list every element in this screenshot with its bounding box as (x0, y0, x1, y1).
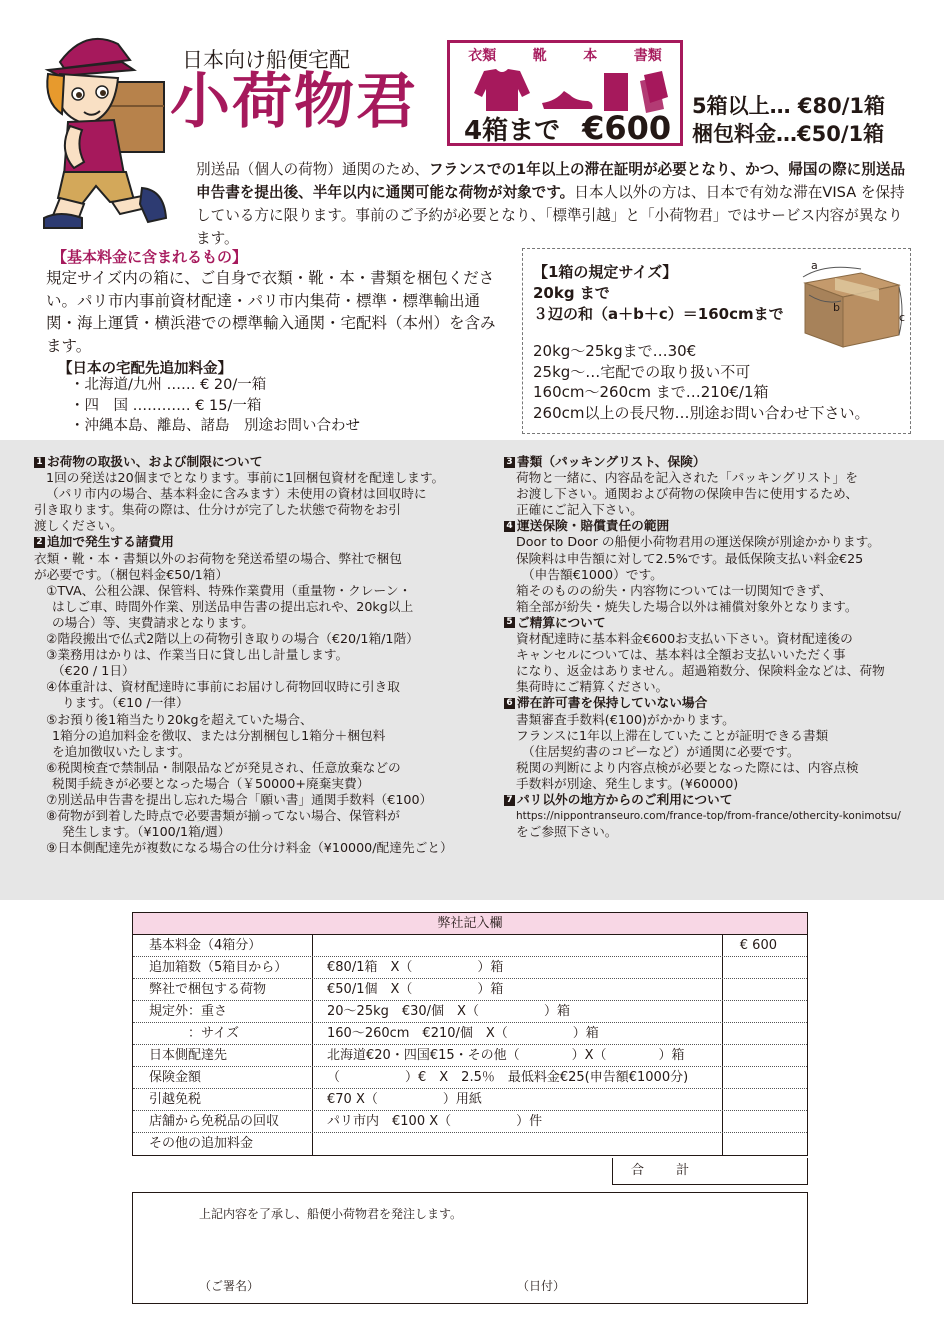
term-line: 衣類・靴・本・書類以外のお荷物を発送希望の場合、弊社で梱包 (34, 550, 402, 566)
category-clothes: 衣類 (468, 48, 497, 64)
term-line: 税関の判断により内容点検が必要となった際には、内容点検 (516, 759, 859, 775)
office-use-form (132, 912, 808, 1156)
box-label-b: b (833, 301, 840, 314)
term-number-badge: 3 (504, 457, 515, 468)
term-line: 箱全部が紛失・焼失した場合以外は補償対象外となります。 (516, 598, 858, 614)
size-rules-heading (533, 262, 784, 325)
box-label-c: c (899, 311, 906, 324)
category-books: 本 (583, 48, 598, 64)
table-row (133, 935, 807, 957)
size-rules-box (522, 248, 911, 434)
table-row (133, 957, 807, 979)
row-amount-field[interactable] (723, 1045, 807, 1066)
row-entry-field[interactable]: €80/1箱 X（ ）箱 (313, 957, 723, 978)
terms-left-column (34, 454, 486, 856)
term-heading-text: 滞在許可書を保持していない場合 (517, 695, 708, 711)
term-line: 箱そのものの紛失・内容物については一切関知できず、 (516, 582, 832, 598)
row-entry-field[interactable]: （ ）€ X 2.5％ 最低料金€25(申告額€1000分) (313, 1067, 723, 1088)
agreement-text: 上記内容を了承し、船便小荷物君を発注します。 (199, 1207, 463, 1221)
signature-box[interactable] (132, 1192, 808, 1304)
row-label: 弊社で梱包する荷物 (133, 979, 313, 1000)
row-label: ：サイズ (133, 1023, 313, 1044)
term-heading-text: 書類（パッキングリスト、保険） (517, 454, 706, 469)
term-heading (504, 695, 924, 711)
list-item: 160cm〜260cm まで…210€/1箱 (533, 383, 769, 401)
shoe-icon (542, 91, 593, 109)
term-heading (504, 615, 924, 631)
term-number-badge: 1 (34, 457, 45, 468)
row-entry-field[interactable]: €50/1個 X（ ）箱 (313, 979, 723, 1000)
term-heading (34, 454, 486, 470)
term-line: ⑦別送品申告書を提出し忘れた場合「願い書」通関手数料（€100） (46, 791, 433, 807)
term-heading (504, 518, 924, 534)
row-amount-field[interactable] (723, 1067, 807, 1088)
term-line: 引き取ります。集荷の際は、仕分けが完了した状態で荷物をお引 (34, 502, 401, 518)
row-amount-field[interactable] (723, 957, 807, 978)
term-line: （€20 / 1日） (52, 663, 135, 679)
term-line: （申告額€1000）です。 (522, 566, 663, 582)
row-amount-field[interactable] (723, 1089, 807, 1110)
table-row (133, 979, 807, 1001)
category-documents: 書類 (633, 48, 662, 64)
size-heading: 【1箱の規定サイズ】 (533, 263, 678, 281)
intro-paragraph (196, 158, 912, 250)
term-line: （住居契約書のコピーなど）が通関に必要です。 (522, 743, 800, 759)
term-heading-text: 運送保険・賠償責任の範囲 (517, 518, 670, 534)
table-row (133, 1045, 807, 1067)
box-label-a: a (811, 259, 818, 272)
term-line: 手数料が別途、発生します。(¥60000) (516, 775, 739, 791)
term-line: が必要です。（梱包料金€50/1箱） (34, 566, 229, 582)
term-line: （パリ市内の場合、基本料金に含みます）未使用の資材は回収時に (46, 486, 427, 502)
term-line: 荷物と一緒に、内容品を記入された「パッキングリスト」を (516, 470, 858, 486)
mascot-courier-image (30, 22, 170, 234)
term-line: 集荷時にご精算ください。 (516, 679, 669, 695)
term-line: ります。（€10 /一律） (62, 695, 189, 711)
table-row (133, 1133, 807, 1155)
intro-text-1: 別送品（個人の荷物）通関のため、 (196, 161, 429, 178)
term-line: ⑨日本側配達先が複数になる場合の仕分け料金（¥10000/配達先ごと） (46, 840, 453, 856)
term-heading (34, 534, 486, 550)
term-line: 発生します。（¥100/1箱/週） (62, 824, 231, 840)
form-rows (133, 935, 807, 1155)
list-item: ・北海道/九州 …… € 20/一箱 (70, 377, 267, 393)
term-line: 税関手続きが必要となった場合（￥50000+廃棄実費） (52, 775, 370, 791)
row-entry-field[interactable]: €70 X（ ）用紙 (313, 1089, 723, 1110)
term-number-badge: 2 (34, 537, 45, 548)
total-label: 合 計 (631, 1163, 704, 1178)
term-line: お渡し下さい。通関および荷物の保険申告に使用するため、 (516, 486, 859, 502)
list-item: 20kg〜25kgまで…30€ (533, 342, 697, 360)
term-line: ②階段搬出で仏式2階以上の荷物引き取りの場合（€20/1箱/1階） (46, 631, 419, 647)
row-label: 追加箱数（5箱目から） (133, 957, 313, 978)
term-line: ④体重計は、資材配達時に事前にお届けし荷物回収時に引き取 (46, 679, 400, 695)
terms-right-column (504, 454, 924, 840)
date-label: （日付） (517, 1279, 566, 1293)
term-heading-text: お荷物の取扱い、および制限について (47, 454, 263, 469)
row-entry-field[interactable]: パリ市内 €100 X（ ）件 (313, 1111, 723, 1132)
row-entry-field[interactable] (313, 1133, 723, 1155)
term-line: 正確にご記入下さい。 (516, 502, 643, 518)
row-entry-field[interactable]: 北海道€20・四国€15・その他（ ）X（ ）箱 (313, 1045, 723, 1066)
row-entry-field[interactable]: 160〜260cm €210/個 X（ ）箱 (313, 1023, 723, 1044)
table-row (133, 1023, 807, 1045)
service-subtitle: 日本向け船便宅配 (182, 48, 350, 72)
size-weight: 20kg まで (533, 284, 610, 302)
book-icon (604, 73, 632, 111)
row-amount-field[interactable]: € 600 (739, 938, 777, 953)
size-rules-list (533, 341, 870, 423)
row-label: 店舗から免税品の回収 (133, 1111, 313, 1132)
term-number-badge: 5 (504, 617, 515, 628)
term-line: になり、返金はありません。超過箱数分、保険料金などは、荷物 (516, 663, 885, 679)
price-box (447, 40, 683, 146)
term-heading (504, 454, 924, 470)
term-line: ⑥税関検査で禁制品・制限品などが発見され、任意放棄などの (46, 759, 401, 775)
term-line: を追加徴収いたします。 (52, 743, 191, 759)
basic-fee-text: 規定サイズ内の箱に、ご自身で衣類・靴・本・書類を梱包ください。パリ市内事前資材配達・パリ市内集荷・標準・標準輸出通関・海上運賃・横浜港での標準輸入通関・宅配料（本州）を含みます。 (46, 269, 496, 355)
list-item: ・四 国 ………… € 15/一箱 (70, 397, 262, 414)
row-entry-field[interactable] (313, 935, 723, 956)
term-line: ①TVA、公租公課、保管料、特殊作業費用（重量物・クレーン・ (46, 582, 412, 598)
term-line: 1回の発送は20個までとなります。事前に1回梱包資材を配達します。 (46, 470, 445, 486)
term-number-badge: 6 (504, 698, 515, 709)
term-line: 1箱分の追加料金を徴収、または分割梱包し1箱分＋梱包料 (52, 727, 386, 743)
table-row (133, 1111, 807, 1133)
category-shoes: 靴 (532, 48, 547, 64)
row-amount-field[interactable] (723, 979, 807, 1000)
packing-fee: 梱包料金…€50/1箱 (692, 122, 885, 146)
terms-section (0, 440, 944, 900)
term-number-badge: 4 (504, 521, 515, 532)
table-row (133, 1067, 807, 1089)
term-line: キャンセルについては、基本料は全額お支払いいただく事 (516, 647, 846, 663)
intro-bold: フランスでの1年以上の滞在証明が必要となり、かつ、帰国の際に別送品申告書を提出後、半年以内に通関可能な荷物が対象です。 (196, 161, 906, 201)
term-heading (504, 792, 924, 808)
term-line: Door to Door の船便小荷物君用の運送保険が別途かかります。 (516, 534, 880, 550)
cardboard-box-image (795, 255, 907, 351)
term-heading-text: パリ以外の地方からのご利用について (517, 791, 733, 807)
term-number-badge: 7 (504, 795, 515, 806)
row-label: 基本料金（4箱分） (133, 935, 313, 956)
row-label: 規定外：重さ (133, 1001, 313, 1022)
term-heading-text: ご精算について (517, 614, 606, 630)
price-label: 4箱まで (464, 116, 561, 146)
term-line: 渡しください。 (34, 518, 123, 534)
row-entry-field[interactable]: 20〜25kg €30/個 X（ ）箱 (313, 1001, 723, 1022)
document-icon (640, 71, 668, 113)
info-url[interactable]: https://nippontranseuro.com/france-top/from-france/othercity-konimotsu/ (516, 810, 901, 823)
term-line: フランスに1年以上滞在していたことが証明できる書類 (516, 727, 829, 743)
size-dims: ３辺の和（a＋b＋c）＝160cmまで (533, 305, 784, 323)
term-line: をご参照下さい。 (516, 824, 618, 840)
term-line: ③業務用はかりは、作業当日に貸し出し計量します。 (46, 647, 349, 663)
basic-fee-heading: 【基本料金に含まれるもの】 (52, 248, 248, 266)
row-amount-field[interactable] (723, 1133, 807, 1155)
table-row (133, 1001, 807, 1023)
term-line: の場合）等、実費請求となります。 (52, 614, 254, 630)
sweater-icon (474, 69, 530, 111)
row-label: 引越免税 (133, 1089, 313, 1110)
list-item: ・沖縄本島、離島、諸島 別途お問い合わせ (70, 418, 360, 434)
service-title: 小荷物君 (170, 67, 418, 137)
price-amount: €600 (582, 109, 672, 147)
list-item: 260cm以上の長尺物…別途お問い合わせ下さい。 (533, 403, 870, 422)
term-line: ⑤お預り後1箱当たり20kgを超えていた場合、 (46, 711, 313, 727)
term-line: 書類審査手数料(€100)がかかります。 (516, 711, 735, 727)
list-item: 25kg〜…宅配での取り扱い不可 (533, 362, 751, 381)
row-label: その他の追加料金 (133, 1133, 313, 1155)
term-line: 資材配達時に基本料金€600お支払い下さい。資材配達後の (516, 631, 853, 647)
extra-box-price: 5箱以上… €80/1箱 (692, 94, 886, 118)
row-label: 保険金額 (133, 1067, 313, 1088)
row-amount-field[interactable] (723, 1023, 807, 1044)
japan-surcharge-heading: 【日本の宅配先追加料金】 (58, 361, 232, 377)
signature-label: （ご署名） (199, 1279, 260, 1293)
total-cell[interactable] (612, 1158, 808, 1185)
term-line: はしご車、時間外作業、別送品申告書の提出忘れや、20kg以上 (52, 598, 414, 614)
row-label: 日本側配達先 (133, 1045, 313, 1066)
term-heading-text: 追加で発生する諸費用 (47, 534, 174, 550)
table-row (133, 1089, 807, 1111)
term-line: ⑧荷物が到着した時点で必要書類が揃ってない場合、保管料が (46, 808, 400, 824)
row-amount-field[interactable] (723, 1001, 807, 1022)
term-line: 保険料は申告額に対して2.5%です。最低保険支払い料金€25 (516, 550, 864, 566)
row-amount-field[interactable] (723, 1111, 807, 1132)
form-heading: 弊社記入欄 (133, 913, 807, 935)
price-main (464, 109, 671, 147)
japan-surcharge-list (70, 375, 360, 437)
intro-text-2: 日本人以外の方は、日本で有効な滞在VISA を保持している方に限ります。事前のご予約が必要となり、「標準引越」と「小荷物君」ではサービス内容が異なります。 (196, 184, 905, 247)
category-labels (450, 45, 680, 65)
